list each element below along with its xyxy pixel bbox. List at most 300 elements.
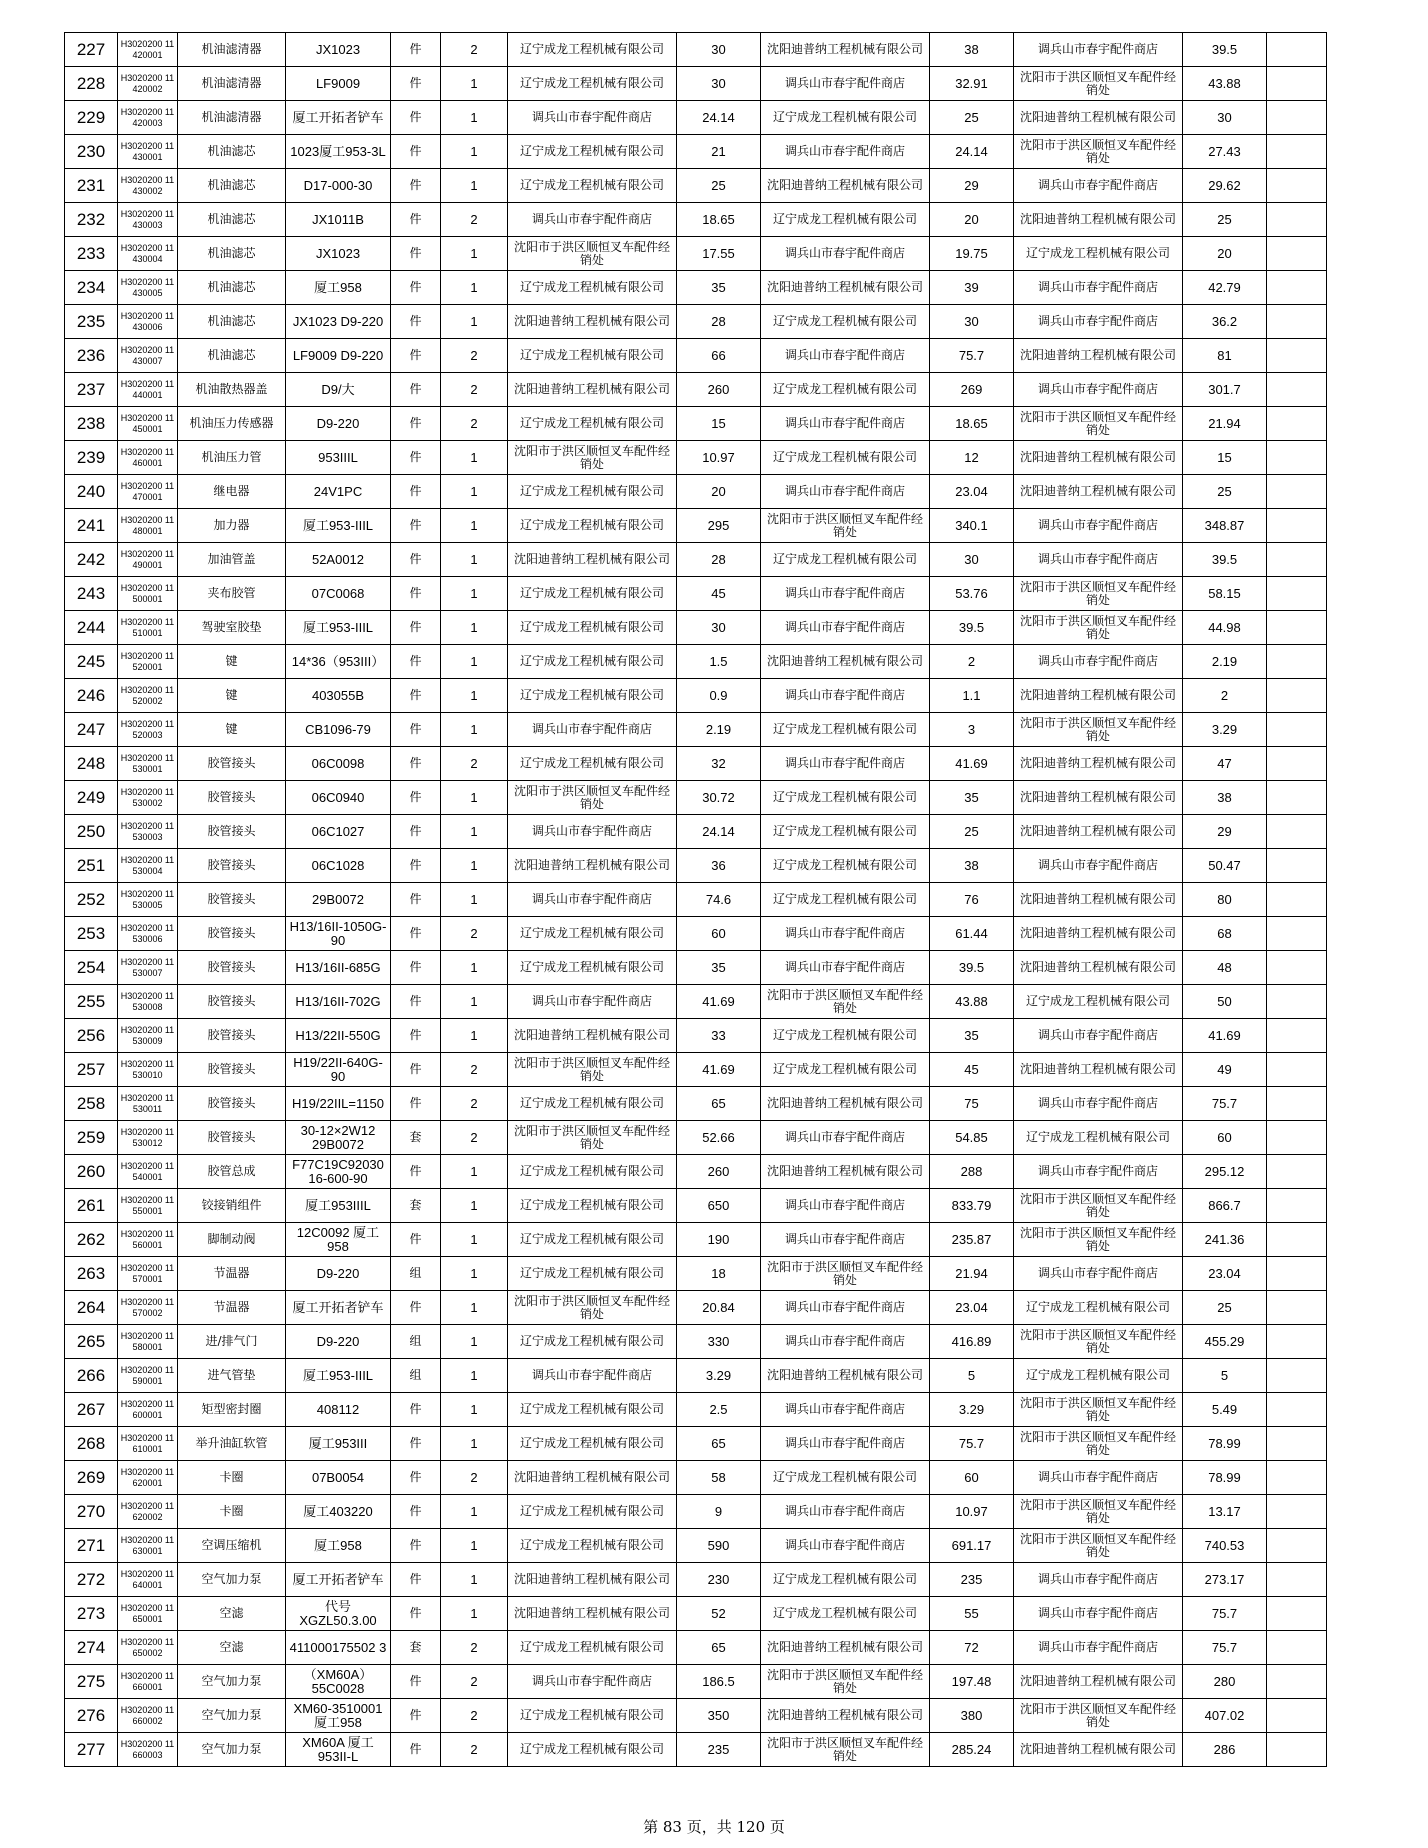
item-code-cell: H3020200 11640001 bbox=[118, 1563, 178, 1597]
price-2-cell: 691.17 bbox=[930, 1529, 1014, 1563]
price-2-cell: 25 bbox=[930, 101, 1014, 135]
unit-cell: 组 bbox=[391, 1325, 441, 1359]
item-name-cell: 加力器 bbox=[178, 509, 286, 543]
item-name-cell: 卡圈 bbox=[178, 1461, 286, 1495]
unit-cell: 件 bbox=[391, 713, 441, 747]
table-row bbox=[65, 747, 1327, 781]
unit-cell: 件 bbox=[391, 101, 441, 135]
spec-model-cell: D9-220 bbox=[286, 407, 391, 441]
unit-cell: 件 bbox=[391, 1155, 441, 1189]
supplier-1-cell: 辽宁成龙工程机械有限公司 bbox=[508, 917, 677, 951]
supplier-2-cell: 调兵山市春宇配件商店 bbox=[761, 1393, 930, 1427]
spec-model-cell: H19/22IIL=1150 bbox=[286, 1087, 391, 1121]
price-1-cell: 30 bbox=[677, 67, 761, 101]
remark-cell bbox=[1267, 781, 1327, 815]
price-3-cell: 41.69 bbox=[1183, 1019, 1267, 1053]
row-number-cell: 244 bbox=[65, 611, 118, 645]
quantity-cell: 2 bbox=[441, 1053, 508, 1087]
supplier-2-cell: 调兵山市春宇配件商店 bbox=[761, 917, 930, 951]
item-name-cell: 胶管接头 bbox=[178, 747, 286, 781]
supplier-3-cell: 调兵山市春宇配件商店 bbox=[1014, 1461, 1183, 1495]
item-name-cell: 胶管接头 bbox=[178, 985, 286, 1019]
quantity-cell: 1 bbox=[441, 679, 508, 713]
supplier-2-cell: 沈阳市于洪区顺恒叉车配件经销处 bbox=[761, 1665, 930, 1699]
row-number-cell: 277 bbox=[65, 1733, 118, 1767]
supplier-2-cell: 辽宁成龙工程机械有限公司 bbox=[761, 101, 930, 135]
price-2-cell: 30 bbox=[930, 543, 1014, 577]
price-3-cell: 47 bbox=[1183, 747, 1267, 781]
supplier-1-cell: 辽宁成龙工程机械有限公司 bbox=[508, 1699, 677, 1733]
quantity-cell: 2 bbox=[441, 1699, 508, 1733]
remark-cell bbox=[1267, 1291, 1327, 1325]
table-row bbox=[65, 1393, 1327, 1427]
unit-cell: 套 bbox=[391, 1121, 441, 1155]
row-number-cell: 243 bbox=[65, 577, 118, 611]
remark-cell bbox=[1267, 1087, 1327, 1121]
quantity-cell: 1 bbox=[441, 951, 508, 985]
price-3-cell: 407.02 bbox=[1183, 1699, 1267, 1733]
item-name-cell: 机油滤芯 bbox=[178, 135, 286, 169]
supplier-2-cell: 辽宁成龙工程机械有限公司 bbox=[761, 1461, 930, 1495]
unit-cell: 件 bbox=[391, 1087, 441, 1121]
table-row bbox=[65, 1597, 1327, 1631]
price-1-cell: 65 bbox=[677, 1631, 761, 1665]
price-1-cell: 58 bbox=[677, 1461, 761, 1495]
row-number-cell: 228 bbox=[65, 67, 118, 101]
item-code-cell: H3020200 11530003 bbox=[118, 815, 178, 849]
table-row bbox=[65, 883, 1327, 917]
item-name-cell: 胶管接头 bbox=[178, 1019, 286, 1053]
quantity-cell: 1 bbox=[441, 645, 508, 679]
unit-cell: 件 bbox=[391, 271, 441, 305]
unit-cell: 件 bbox=[391, 373, 441, 407]
supplier-1-cell: 沈阳迪普纳工程机械有限公司 bbox=[508, 1461, 677, 1495]
item-code-cell: H3020200 11420003 bbox=[118, 101, 178, 135]
row-number-cell: 248 bbox=[65, 747, 118, 781]
unit-cell: 件 bbox=[391, 679, 441, 713]
remark-cell bbox=[1267, 1019, 1327, 1053]
spec-model-cell: 07C0068 bbox=[286, 577, 391, 611]
supplier-2-cell: 辽宁成龙工程机械有限公司 bbox=[761, 373, 930, 407]
supplier-2-cell: 辽宁成龙工程机械有限公司 bbox=[761, 543, 930, 577]
item-name-cell: 胶管接头 bbox=[178, 1087, 286, 1121]
price-2-cell: 2 bbox=[930, 645, 1014, 679]
price-3-cell: 5.49 bbox=[1183, 1393, 1267, 1427]
price-2-cell: 76 bbox=[930, 883, 1014, 917]
item-code-cell: H3020200 11530006 bbox=[118, 917, 178, 951]
price-1-cell: 41.69 bbox=[677, 1053, 761, 1087]
supplier-3-cell: 沈阳市于洪区顺恒叉车配件经销处 bbox=[1014, 577, 1183, 611]
unit-cell: 件 bbox=[391, 203, 441, 237]
item-name-cell: 键 bbox=[178, 713, 286, 747]
item-name-cell: 进/排气门 bbox=[178, 1325, 286, 1359]
item-code-cell: H3020200 11570001 bbox=[118, 1257, 178, 1291]
supplier-3-cell: 调兵山市春宇配件商店 bbox=[1014, 1019, 1183, 1053]
supplier-3-cell: 调兵山市春宇配件商店 bbox=[1014, 33, 1183, 67]
row-number-cell: 263 bbox=[65, 1257, 118, 1291]
row-number-cell: 250 bbox=[65, 815, 118, 849]
remark-cell bbox=[1267, 33, 1327, 67]
item-name-cell: 胶管总成 bbox=[178, 1155, 286, 1189]
price-3-cell: 30 bbox=[1183, 101, 1267, 135]
supplier-1-cell: 辽宁成龙工程机械有限公司 bbox=[508, 645, 677, 679]
price-2-cell: 416.89 bbox=[930, 1325, 1014, 1359]
table-row bbox=[65, 509, 1327, 543]
table-row bbox=[65, 203, 1327, 237]
table-row bbox=[65, 1189, 1327, 1223]
supplier-3-cell: 沈阳市于洪区顺恒叉车配件经销处 bbox=[1014, 407, 1183, 441]
spec-model-cell: JX1023 D9-220 bbox=[286, 305, 391, 339]
supplier-2-cell: 调兵山市春宇配件商店 bbox=[761, 1189, 930, 1223]
remark-cell bbox=[1267, 135, 1327, 169]
remark-cell bbox=[1267, 1223, 1327, 1257]
remark-cell bbox=[1267, 1631, 1327, 1665]
spec-model-cell: JX1011B bbox=[286, 203, 391, 237]
price-1-cell: 2.19 bbox=[677, 713, 761, 747]
price-2-cell: 197.48 bbox=[930, 1665, 1014, 1699]
unit-cell: 件 bbox=[391, 1529, 441, 1563]
quantity-cell: 2 bbox=[441, 1733, 508, 1767]
row-number-cell: 266 bbox=[65, 1359, 118, 1393]
supplier-2-cell: 调兵山市春宇配件商店 bbox=[761, 237, 930, 271]
spec-model-cell: 06C1028 bbox=[286, 849, 391, 883]
supplier-3-cell: 沈阳市于洪区顺恒叉车配件经销处 bbox=[1014, 611, 1183, 645]
price-1-cell: 9 bbox=[677, 1495, 761, 1529]
quantity-cell: 1 bbox=[441, 237, 508, 271]
item-code-cell: H3020200 11520002 bbox=[118, 679, 178, 713]
price-2-cell: 29 bbox=[930, 169, 1014, 203]
price-1-cell: 2.5 bbox=[677, 1393, 761, 1427]
unit-cell: 件 bbox=[391, 1053, 441, 1087]
supplier-2-cell: 辽宁成龙工程机械有限公司 bbox=[761, 305, 930, 339]
price-1-cell: 260 bbox=[677, 373, 761, 407]
remark-cell bbox=[1267, 1733, 1327, 1767]
row-number-cell: 232 bbox=[65, 203, 118, 237]
item-code-cell: H3020200 11530001 bbox=[118, 747, 178, 781]
supplier-1-cell: 辽宁成龙工程机械有限公司 bbox=[508, 1325, 677, 1359]
supplier-3-cell: 沈阳迪普纳工程机械有限公司 bbox=[1014, 815, 1183, 849]
remark-cell bbox=[1267, 1155, 1327, 1189]
spec-model-cell: F77C19C92030 16-600-90 bbox=[286, 1155, 391, 1189]
supplier-3-cell: 调兵山市春宇配件商店 bbox=[1014, 169, 1183, 203]
item-name-cell: 举升油缸软管 bbox=[178, 1427, 286, 1461]
supplier-2-cell: 调兵山市春宇配件商店 bbox=[761, 747, 930, 781]
remark-cell bbox=[1267, 645, 1327, 679]
quantity-cell: 1 bbox=[441, 509, 508, 543]
spec-model-cell: LF9009 bbox=[286, 67, 391, 101]
item-code-cell: H3020200 11530008 bbox=[118, 985, 178, 1019]
item-name-cell: 键 bbox=[178, 679, 286, 713]
price-1-cell: 28 bbox=[677, 543, 761, 577]
item-name-cell: 空调压缩机 bbox=[178, 1529, 286, 1563]
spec-model-cell: 953IIIL bbox=[286, 441, 391, 475]
table-row bbox=[65, 1019, 1327, 1053]
item-code-cell: H3020200 11650002 bbox=[118, 1631, 178, 1665]
price-1-cell: 35 bbox=[677, 951, 761, 985]
remark-cell bbox=[1267, 1121, 1327, 1155]
price-2-cell: 35 bbox=[930, 781, 1014, 815]
item-code-cell: H3020200 11420002 bbox=[118, 67, 178, 101]
item-name-cell: 节温器 bbox=[178, 1291, 286, 1325]
price-3-cell: 301.7 bbox=[1183, 373, 1267, 407]
unit-cell: 件 bbox=[391, 849, 441, 883]
remark-cell bbox=[1267, 1461, 1327, 1495]
price-1-cell: 21 bbox=[677, 135, 761, 169]
remark-cell bbox=[1267, 1597, 1327, 1631]
remark-cell bbox=[1267, 1495, 1327, 1529]
supplier-1-cell: 辽宁成龙工程机械有限公司 bbox=[508, 33, 677, 67]
price-3-cell: 42.79 bbox=[1183, 271, 1267, 305]
supplier-1-cell: 辽宁成龙工程机械有限公司 bbox=[508, 1427, 677, 1461]
price-3-cell: 286 bbox=[1183, 1733, 1267, 1767]
supplier-3-cell: 沈阳迪普纳工程机械有限公司 bbox=[1014, 1733, 1183, 1767]
remark-cell bbox=[1267, 101, 1327, 135]
spec-model-cell: 06C0940 bbox=[286, 781, 391, 815]
price-1-cell: 10.97 bbox=[677, 441, 761, 475]
remark-cell bbox=[1267, 271, 1327, 305]
item-code-cell: H3020200 11530009 bbox=[118, 1019, 178, 1053]
price-1-cell: 350 bbox=[677, 1699, 761, 1733]
item-code-cell: H3020200 11620002 bbox=[118, 1495, 178, 1529]
unit-cell: 件 bbox=[391, 1699, 441, 1733]
row-number-cell: 276 bbox=[65, 1699, 118, 1733]
price-3-cell: 295.12 bbox=[1183, 1155, 1267, 1189]
item-name-cell: 夹布胶管 bbox=[178, 577, 286, 611]
unit-cell: 件 bbox=[391, 1393, 441, 1427]
supplier-1-cell: 辽宁成龙工程机械有限公司 bbox=[508, 339, 677, 373]
remark-cell bbox=[1267, 849, 1327, 883]
supplier-3-cell: 辽宁成龙工程机械有限公司 bbox=[1014, 1121, 1183, 1155]
supplier-3-cell: 沈阳迪普纳工程机械有限公司 bbox=[1014, 679, 1183, 713]
table-row bbox=[65, 951, 1327, 985]
table-row bbox=[65, 1529, 1327, 1563]
table-row bbox=[65, 373, 1327, 407]
row-number-cell: 230 bbox=[65, 135, 118, 169]
supplier-3-cell: 调兵山市春宇配件商店 bbox=[1014, 543, 1183, 577]
table-row bbox=[65, 67, 1327, 101]
unit-cell: 件 bbox=[391, 1223, 441, 1257]
item-code-cell: H3020200 11530005 bbox=[118, 883, 178, 917]
price-3-cell: 49 bbox=[1183, 1053, 1267, 1087]
item-name-cell: 机油滤芯 bbox=[178, 271, 286, 305]
item-name-cell: 脚制动阀 bbox=[178, 1223, 286, 1257]
remark-cell bbox=[1267, 1393, 1327, 1427]
row-number-cell: 253 bbox=[65, 917, 118, 951]
supplier-1-cell: 调兵山市春宇配件商店 bbox=[508, 985, 677, 1019]
item-code-cell: H3020200 11430002 bbox=[118, 169, 178, 203]
row-number-cell: 240 bbox=[65, 475, 118, 509]
quantity-cell: 1 bbox=[441, 883, 508, 917]
price-2-cell: 235 bbox=[930, 1563, 1014, 1597]
item-name-cell: 卡圈 bbox=[178, 1495, 286, 1529]
row-number-cell: 236 bbox=[65, 339, 118, 373]
remark-cell bbox=[1267, 611, 1327, 645]
remark-cell bbox=[1267, 169, 1327, 203]
price-1-cell: 230 bbox=[677, 1563, 761, 1597]
price-1-cell: 186.5 bbox=[677, 1665, 761, 1699]
supplier-1-cell: 沈阳市于洪区顺恒叉车配件经销处 bbox=[508, 781, 677, 815]
price-1-cell: 590 bbox=[677, 1529, 761, 1563]
supplier-3-cell: 调兵山市春宇配件商店 bbox=[1014, 305, 1183, 339]
supplier-1-cell: 沈阳市于洪区顺恒叉车配件经销处 bbox=[508, 1291, 677, 1325]
supplier-3-cell: 沈阳迪普纳工程机械有限公司 bbox=[1014, 441, 1183, 475]
supplier-2-cell: 沈阳迪普纳工程机械有限公司 bbox=[761, 271, 930, 305]
item-code-cell: H3020200 11440001 bbox=[118, 373, 178, 407]
price-1-cell: 60 bbox=[677, 917, 761, 951]
table-row bbox=[65, 1053, 1327, 1087]
quantity-cell: 1 bbox=[441, 101, 508, 135]
unit-cell: 件 bbox=[391, 781, 441, 815]
price-3-cell: 25 bbox=[1183, 475, 1267, 509]
row-number-cell: 245 bbox=[65, 645, 118, 679]
unit-cell: 件 bbox=[391, 1563, 441, 1597]
supplier-3-cell: 辽宁成龙工程机械有限公司 bbox=[1014, 985, 1183, 1019]
supplier-1-cell: 辽宁成龙工程机械有限公司 bbox=[508, 135, 677, 169]
supplier-1-cell: 调兵山市春宇配件商店 bbox=[508, 203, 677, 237]
remark-cell bbox=[1267, 1529, 1327, 1563]
table-row bbox=[65, 611, 1327, 645]
quantity-cell: 1 bbox=[441, 985, 508, 1019]
item-name-cell: 机油散热器盖 bbox=[178, 373, 286, 407]
price-1-cell: 65 bbox=[677, 1087, 761, 1121]
supplier-3-cell: 沈阳迪普纳工程机械有限公司 bbox=[1014, 475, 1183, 509]
row-number-cell: 270 bbox=[65, 1495, 118, 1529]
item-name-cell: 胶管接头 bbox=[178, 1053, 286, 1087]
price-2-cell: 39.5 bbox=[930, 611, 1014, 645]
price-3-cell: 38 bbox=[1183, 781, 1267, 815]
table-row bbox=[65, 917, 1327, 951]
supplier-1-cell: 辽宁成龙工程机械有限公司 bbox=[508, 475, 677, 509]
item-name-cell: 胶管接头 bbox=[178, 951, 286, 985]
item-code-cell: H3020200 11500001 bbox=[118, 577, 178, 611]
price-2-cell: 19.75 bbox=[930, 237, 1014, 271]
price-2-cell: 61.44 bbox=[930, 917, 1014, 951]
supplier-3-cell: 调兵山市春宇配件商店 bbox=[1014, 645, 1183, 679]
supplier-2-cell: 调兵山市春宇配件商店 bbox=[761, 135, 930, 169]
item-code-cell: H3020200 11530010 bbox=[118, 1053, 178, 1087]
unit-cell: 件 bbox=[391, 1597, 441, 1631]
price-1-cell: 235 bbox=[677, 1733, 761, 1767]
spec-model-cell: 29B0072 bbox=[286, 883, 391, 917]
supplier-3-cell: 沈阳迪普纳工程机械有限公司 bbox=[1014, 339, 1183, 373]
supplier-2-cell: 调兵山市春宇配件商店 bbox=[761, 611, 930, 645]
price-2-cell: 75 bbox=[930, 1087, 1014, 1121]
supplier-2-cell: 调兵山市春宇配件商店 bbox=[761, 1325, 930, 1359]
table-row bbox=[65, 849, 1327, 883]
supplier-2-cell: 沈阳市于洪区顺恒叉车配件经销处 bbox=[761, 1733, 930, 1767]
remark-cell bbox=[1267, 951, 1327, 985]
price-3-cell: 78.99 bbox=[1183, 1461, 1267, 1495]
quantity-cell: 2 bbox=[441, 917, 508, 951]
remark-cell bbox=[1267, 883, 1327, 917]
supplier-3-cell: 沈阳迪普纳工程机械有限公司 bbox=[1014, 1665, 1183, 1699]
price-2-cell: 53.76 bbox=[930, 577, 1014, 611]
row-number-cell: 272 bbox=[65, 1563, 118, 1597]
supplier-2-cell: 辽宁成龙工程机械有限公司 bbox=[761, 1597, 930, 1631]
item-name-cell: 机油滤芯 bbox=[178, 339, 286, 373]
unit-cell: 件 bbox=[391, 985, 441, 1019]
price-2-cell: 38 bbox=[930, 849, 1014, 883]
unit-cell: 件 bbox=[391, 475, 441, 509]
quantity-cell: 1 bbox=[441, 1529, 508, 1563]
price-3-cell: 81 bbox=[1183, 339, 1267, 373]
spec-model-cell: 12C0092 厦工958 bbox=[286, 1223, 391, 1257]
unit-cell: 件 bbox=[391, 1665, 441, 1699]
remark-cell bbox=[1267, 713, 1327, 747]
unit-cell: 件 bbox=[391, 645, 441, 679]
supplier-1-cell: 辽宁成龙工程机械有限公司 bbox=[508, 271, 677, 305]
spec-model-cell: 52A0012 bbox=[286, 543, 391, 577]
table-row bbox=[65, 475, 1327, 509]
unit-cell: 件 bbox=[391, 1461, 441, 1495]
row-number-cell: 237 bbox=[65, 373, 118, 407]
item-name-cell: 机油滤清器 bbox=[178, 67, 286, 101]
price-2-cell: 269 bbox=[930, 373, 1014, 407]
item-code-cell: H3020200 11430006 bbox=[118, 305, 178, 339]
table-row bbox=[65, 1223, 1327, 1257]
price-1-cell: 3.29 bbox=[677, 1359, 761, 1393]
remark-cell bbox=[1267, 1563, 1327, 1597]
supplier-2-cell: 调兵山市春宇配件商店 bbox=[761, 951, 930, 985]
item-name-cell: 机油滤芯 bbox=[178, 237, 286, 271]
item-name-cell: 空气加力泵 bbox=[178, 1665, 286, 1699]
remark-cell bbox=[1267, 1053, 1327, 1087]
price-3-cell: 25 bbox=[1183, 1291, 1267, 1325]
item-name-cell: 机油压力传感器 bbox=[178, 407, 286, 441]
price-2-cell: 21.94 bbox=[930, 1257, 1014, 1291]
remark-cell bbox=[1267, 1427, 1327, 1461]
quantity-cell: 1 bbox=[441, 849, 508, 883]
supplier-1-cell: 沈阳迪普纳工程机械有限公司 bbox=[508, 305, 677, 339]
spec-model-cell: H13/16II-1050G-90 bbox=[286, 917, 391, 951]
unit-cell: 组 bbox=[391, 1257, 441, 1291]
supplier-1-cell: 沈阳市于洪区顺恒叉车配件经销处 bbox=[508, 1053, 677, 1087]
remark-cell bbox=[1267, 407, 1327, 441]
table-row bbox=[65, 135, 1327, 169]
row-number-cell: 273 bbox=[65, 1597, 118, 1631]
supplier-1-cell: 辽宁成龙工程机械有限公司 bbox=[508, 407, 677, 441]
table-row bbox=[65, 713, 1327, 747]
supplier-3-cell: 辽宁成龙工程机械有限公司 bbox=[1014, 1291, 1183, 1325]
spec-model-cell: （XM60A） 55C0028 bbox=[286, 1665, 391, 1699]
quantity-cell: 2 bbox=[441, 33, 508, 67]
supplier-1-cell: 辽宁成龙工程机械有限公司 bbox=[508, 951, 677, 985]
supplier-2-cell: 辽宁成龙工程机械有限公司 bbox=[761, 1019, 930, 1053]
item-name-cell: 铰接销组件 bbox=[178, 1189, 286, 1223]
supplier-2-cell: 辽宁成龙工程机械有限公司 bbox=[761, 1053, 930, 1087]
supplier-2-cell: 调兵山市春宇配件商店 bbox=[761, 577, 930, 611]
price-1-cell: 20 bbox=[677, 475, 761, 509]
supplier-3-cell: 辽宁成龙工程机械有限公司 bbox=[1014, 1359, 1183, 1393]
unit-cell: 件 bbox=[391, 1019, 441, 1053]
quantity-cell: 1 bbox=[441, 135, 508, 169]
price-3-cell: 75.7 bbox=[1183, 1631, 1267, 1665]
price-3-cell: 241.36 bbox=[1183, 1223, 1267, 1257]
item-name-cell: 空滤 bbox=[178, 1631, 286, 1665]
spec-model-cell: 厦工开拓者铲车 bbox=[286, 1563, 391, 1597]
spec-model-cell: 厦工958 bbox=[286, 1529, 391, 1563]
remark-cell bbox=[1267, 577, 1327, 611]
quantity-cell: 1 bbox=[441, 67, 508, 101]
price-2-cell: 75.7 bbox=[930, 1427, 1014, 1461]
spec-model-cell: D9/大 bbox=[286, 373, 391, 407]
price-3-cell: 80 bbox=[1183, 883, 1267, 917]
row-number-cell: 265 bbox=[65, 1325, 118, 1359]
price-3-cell: 5 bbox=[1183, 1359, 1267, 1393]
price-3-cell: 280 bbox=[1183, 1665, 1267, 1699]
remark-cell bbox=[1267, 305, 1327, 339]
unit-cell: 件 bbox=[391, 747, 441, 781]
